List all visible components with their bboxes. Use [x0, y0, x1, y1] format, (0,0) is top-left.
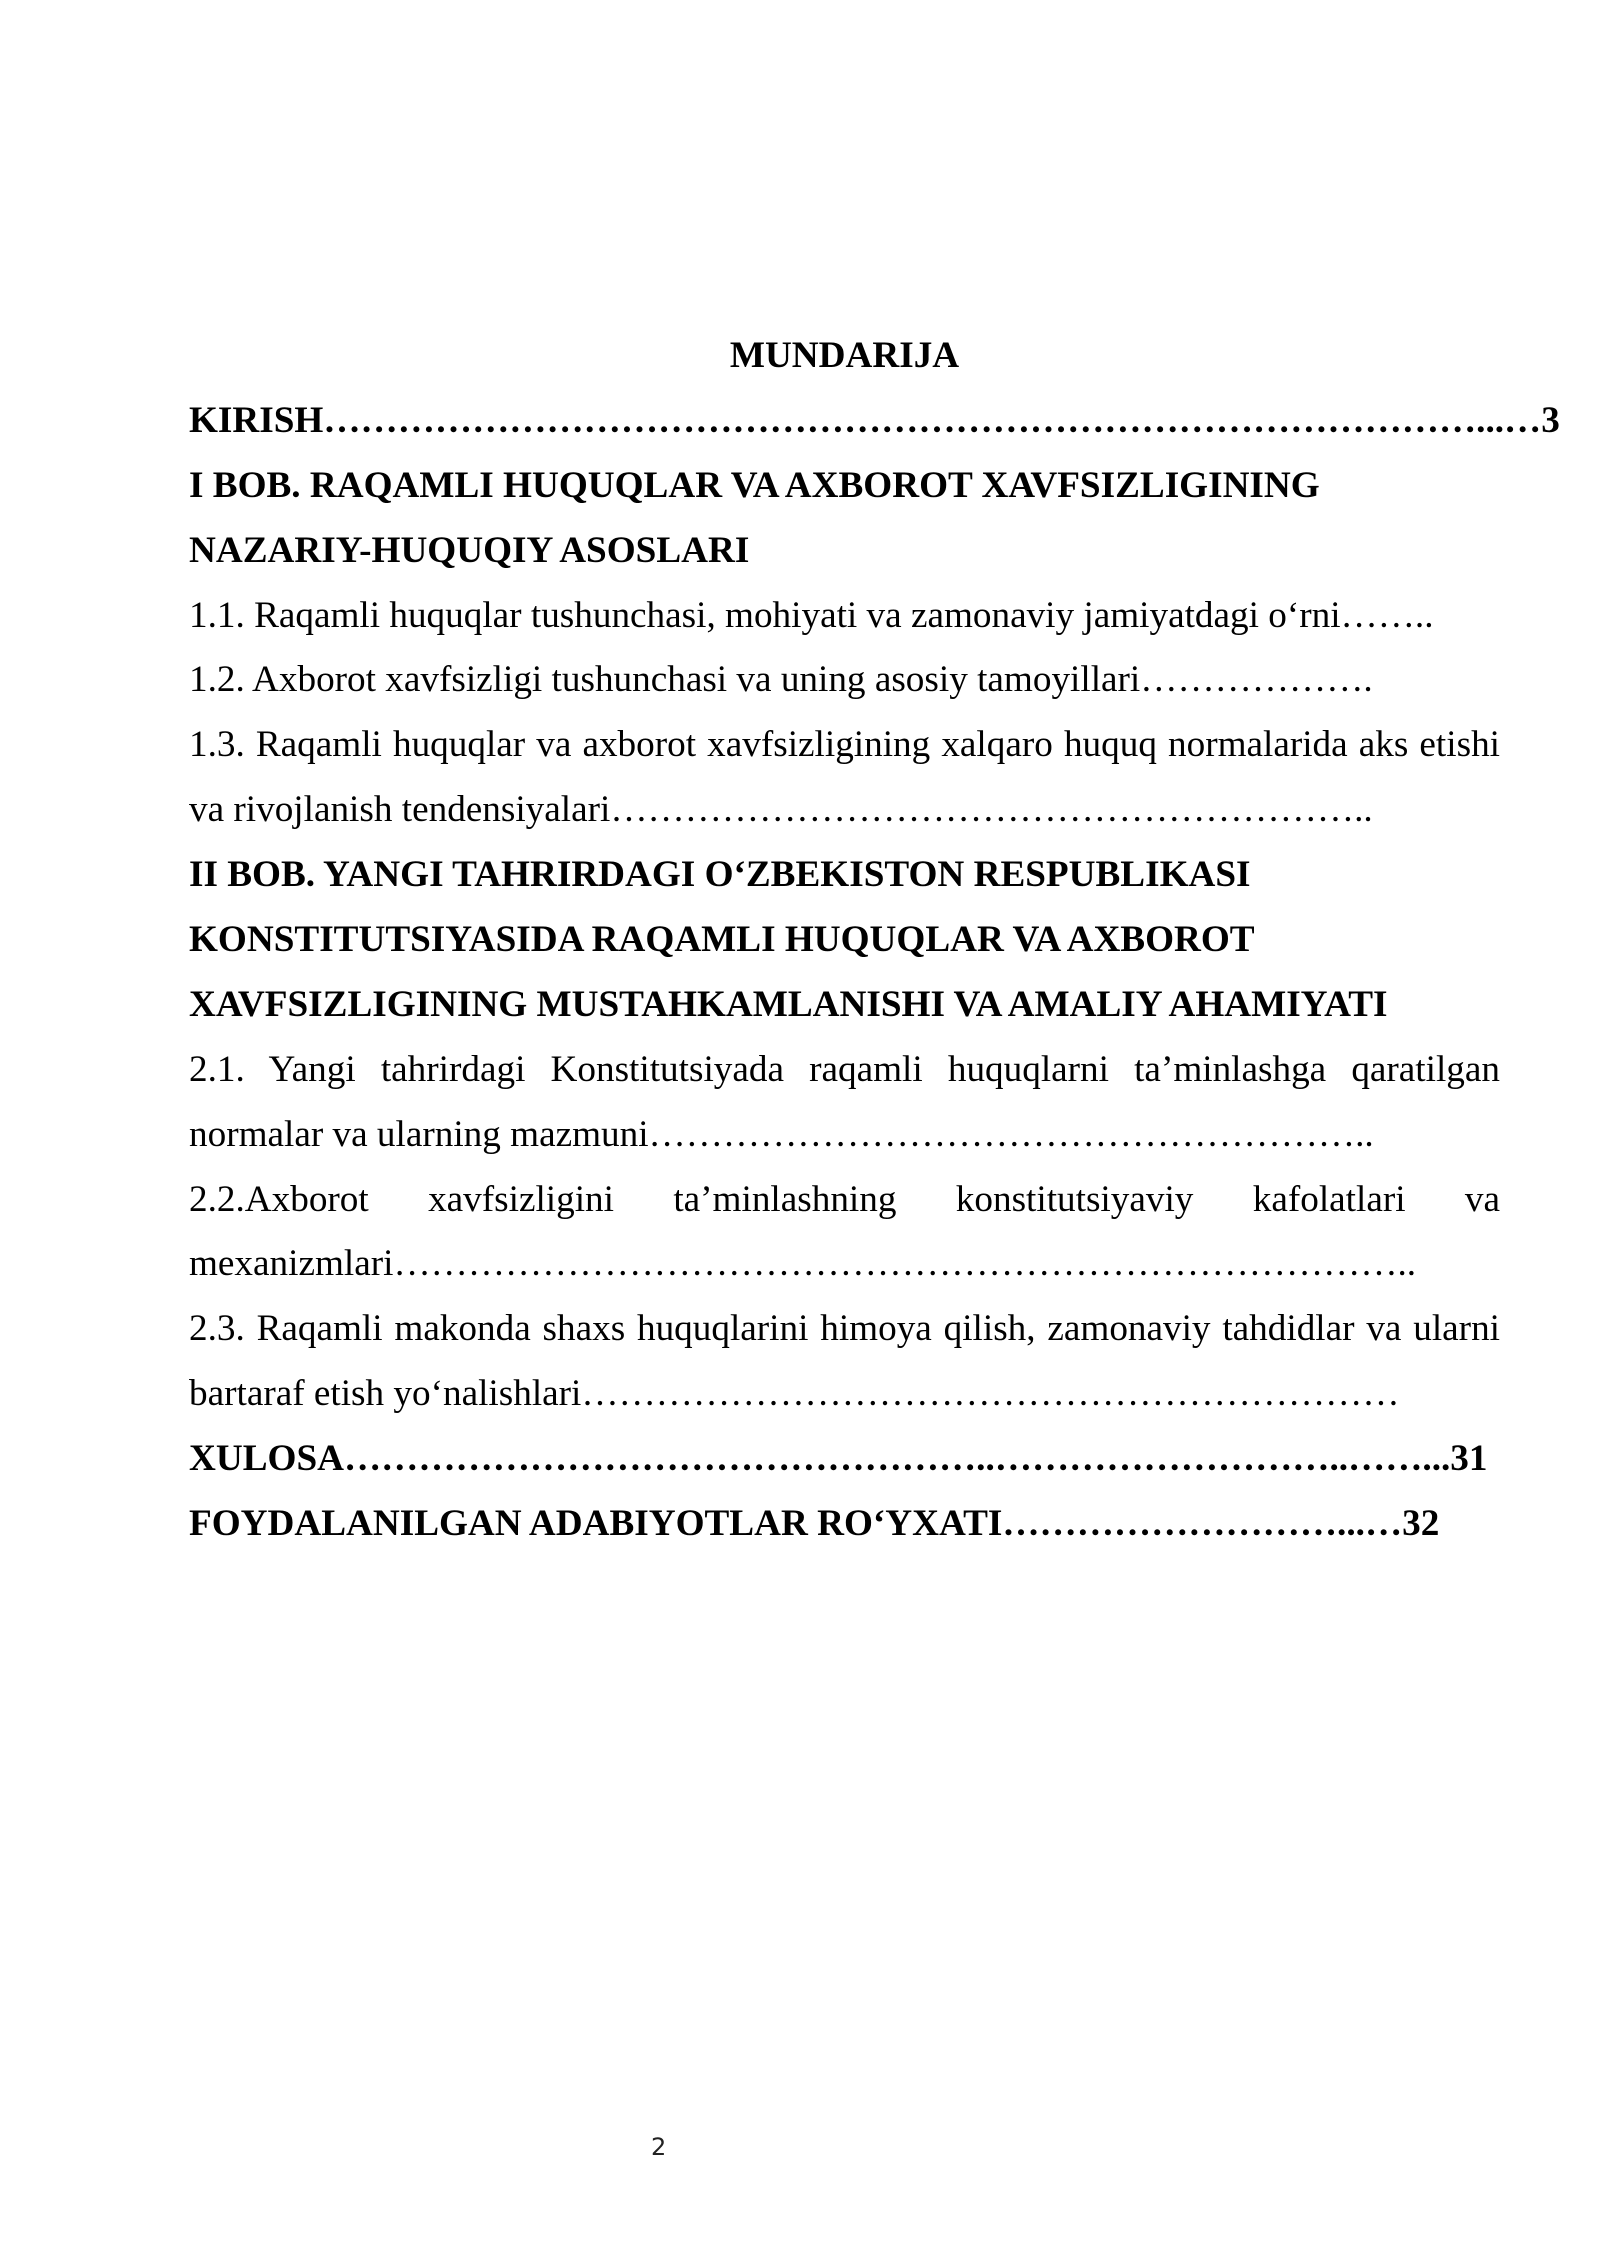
toc-chapter-1 — [189, 454, 1500, 843]
toc-entry-section-2-2 — [189, 1168, 1500, 1298]
chapter-1-title-line-2: NAZARIY-HUQUQIY ASOSLARI — [189, 529, 750, 571]
chapter-1-title-line-1: I BOB. RAQAMLI HUQUQLAR VA AXBOROT XAVFSIZLIGINING — [189, 464, 1320, 506]
section-2-3-line-2: bartaraf etish yo‘nalishlari………………………………………………………… — [189, 1373, 1400, 1415]
page-number: 2 — [651, 2133, 667, 2161]
toc-entry-section-1-2: 1.2. Axborot xavfsizligi tushunchasi va uning asosiy tamoyillari………………. — [189, 659, 1373, 701]
section-2-2-line-1: 2.2.Axborot xavfsizligini ta’minlashning konstitutsiyaviy kafolatlari va — [189, 1178, 1500, 1220]
chapter-2-title-line-3: XAVFSIZLIGINING MUSTAHKAMLANISHI VA AMALIY AHAMIYATI — [189, 983, 1388, 1025]
section-2-1-line-2: normalar va ularning mazmuni………………………………………………….. — [189, 1113, 1374, 1155]
chapter-2-title-line-1: II BOB. YANGI TAHRIRDAGI O‘ZBEKISTON RESPUBLIKASI — [189, 854, 1251, 896]
chapter-2-title-line-2: KONSTITUTSIYASIDA RAQAMLI HUQUQLAR VA AXBOROT — [189, 919, 1255, 961]
table-of-contents — [189, 324, 1560, 1557]
section-2-2-line-2: mexanizmlari……………………………………………………………………….. — [189, 1243, 1417, 1285]
toc-entry-xulosa: XULOSA……………………………………………..………………………..……...31 — [189, 1438, 1488, 1480]
section-2-3-line-1: 2.3. Raqamli makonda shaxs huquqlarini himoya qilish, zamonaviy tahdidlar va ularni — [189, 1308, 1500, 1350]
section-1-3-line-2: va rivojlanish tendensiyalari…………………………………………………….. — [189, 789, 1373, 831]
toc-entry-section-2-3 — [189, 1297, 1500, 1427]
section-2-1-line-1: 2.1. Yangi tahrirdagi Konstitutsiyada raqamli huquqlarni ta’minlashga qaratilgan — [189, 1048, 1500, 1090]
section-1-3-line-1: 1.3. Raqamli huquqlar va axborot xavfsizligining xalqaro huquq normalarida aks etishi — [189, 724, 1500, 766]
toc-entry-adabiyotlar: FOYDALANILGAN ADABIYOTLAR RO‘YXATI………………………...…32 — [189, 1503, 1440, 1545]
toc-entry-section-1-3 — [189, 713, 1500, 843]
toc-entry-section-1-1: 1.1. Raqamli huquqlar tushunchasi, mohiyati va zamonaviy jamiyatdagi o‘rni…….. — [189, 594, 1434, 636]
toc-heading: MUNDARIJA — [729, 335, 960, 376]
toc-entry-kirish: KIRISH…………………………………………………………………………………...…3 — [189, 399, 1560, 441]
toc-chapter-2 — [189, 843, 1500, 1427]
toc-entry-section-2-1 — [189, 1038, 1500, 1168]
